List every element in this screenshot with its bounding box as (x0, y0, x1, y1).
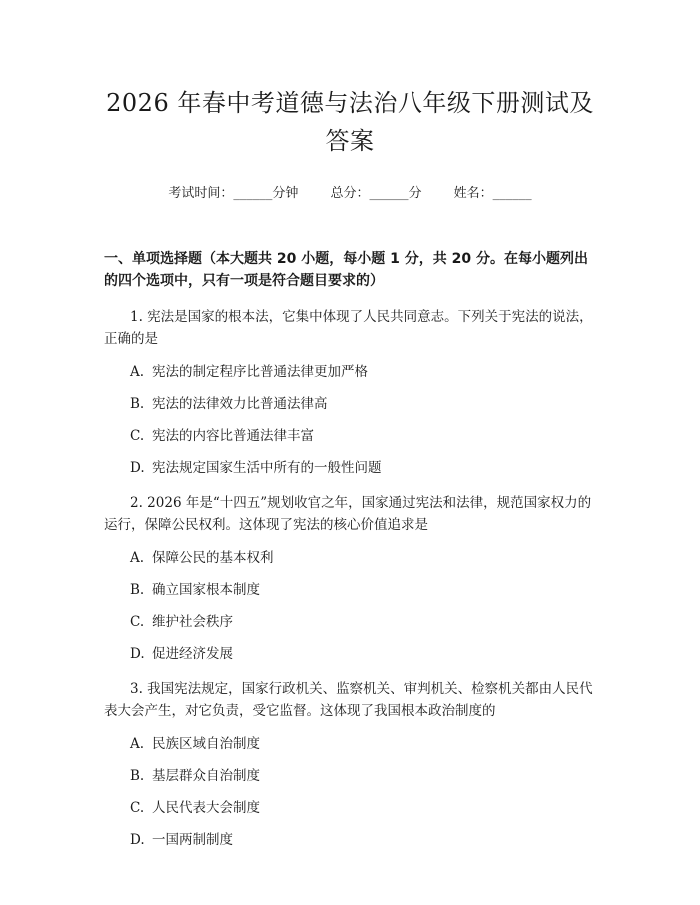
option-text: 宪法规定国家生活中所有的一般性问题 (152, 460, 382, 476)
option-text: 确立国家根本制度 (152, 582, 260, 598)
option-d (104, 458, 596, 478)
question-1 (104, 306, 596, 478)
option-letter: D. (130, 460, 145, 476)
option-text: 促进经济发展 (152, 646, 233, 662)
option-letter: A. (130, 736, 145, 752)
option-letter: C. (130, 800, 145, 816)
option-a (104, 734, 596, 754)
option-text: 宪法的内容比普通法律丰富 (152, 428, 314, 444)
option-text: 宪法的制定程序比普通法律更加严格 (152, 364, 368, 380)
option-letter: B. (130, 768, 145, 784)
total-score-field: 总分：______分 (330, 186, 422, 201)
option-letter: A. (130, 550, 145, 566)
question-2 (104, 492, 596, 664)
option-letter: D. (130, 832, 145, 848)
option-letter: C. (130, 428, 145, 444)
option-text: 基层群众自治制度 (152, 768, 260, 784)
option-b (104, 766, 596, 786)
option-b (104, 580, 596, 600)
option-c (104, 612, 596, 632)
section-heading: 一、单项选择题（本大题共 20 小题，每小题 1 分，共 20 分。在每小题列出的四个选项中，只有一项是符合题目要求的） (104, 251, 588, 289)
option-a (104, 362, 596, 382)
option-c (104, 426, 596, 446)
question-3 (104, 678, 596, 850)
option-letter: D. (130, 646, 145, 662)
option-letter: B. (130, 582, 145, 598)
exam-time-field: 考试时间：______分钟 (168, 186, 299, 201)
option-b (104, 394, 596, 414)
page-title: 2026 年春中考道德与法治八年级下册测试及答案 (106, 89, 594, 155)
student-name-field: 姓名：______ (453, 186, 532, 201)
option-letter: B. (130, 396, 145, 412)
question-stem: 1. 宪法是国家的根本法，它集中体现了人民共同意志。下列关于宪法的说法，正确的是 (104, 309, 593, 347)
option-d (104, 644, 596, 664)
option-letter: C. (130, 614, 145, 630)
question-stem: 3. 我国宪法规定，国家行政机关、监察机关、审判机关、检察机关都由人民代表大会产生，对它负责，受它监督。这体现了我国根本政治制度的 (104, 681, 593, 719)
option-d (104, 830, 596, 850)
option-letter: A. (130, 364, 145, 380)
option-text: 民族区域自治制度 (152, 736, 260, 752)
option-a (104, 548, 596, 568)
option-text: 维护社会秩序 (152, 614, 233, 630)
option-text: 宪法的法律效力比普通法律高 (152, 396, 328, 412)
option-text: 人民代表大会制度 (152, 800, 260, 816)
question-stem: 2. 2026 年是“十四五”规划收官之年，国家通过宪法和法律，规范国家权力的运行，保障公民权利。这体现了宪法的核心价值追求是 (104, 495, 592, 533)
exam-info (104, 184, 596, 204)
option-c (104, 798, 596, 818)
option-text: 保障公民的基本权利 (152, 550, 274, 566)
option-text: 一国两制制度 (152, 832, 233, 848)
